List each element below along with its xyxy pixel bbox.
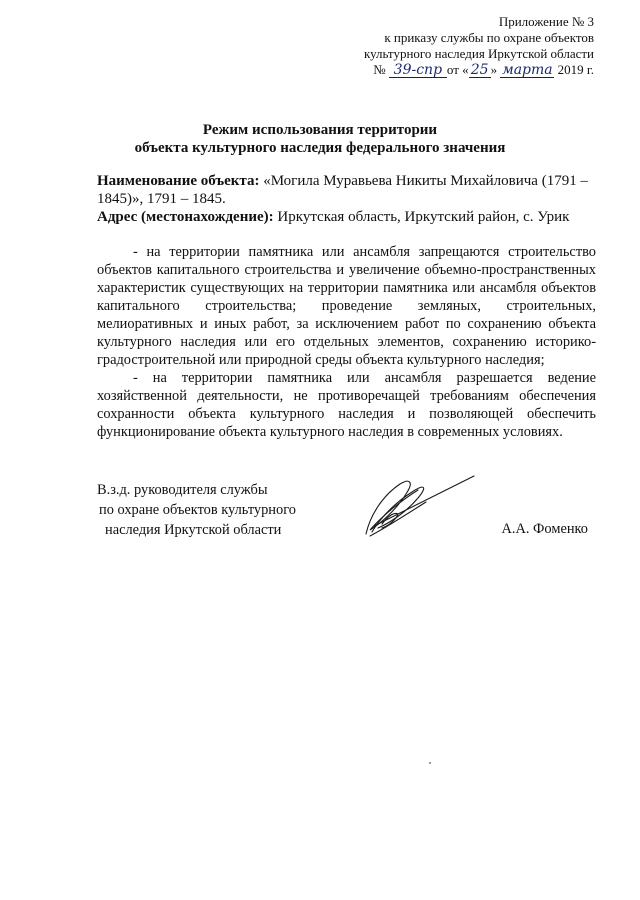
title-line-1: Режим использования территории xyxy=(202,122,438,138)
title-line-2: объекта культурного наследия федерального значения xyxy=(134,140,506,156)
handwritten-signature xyxy=(352,466,482,546)
position-line-1: В.з.д. руководителя службы xyxy=(97,482,268,498)
object-name-label: Наименование объекта: xyxy=(97,173,260,189)
order-year: 2019 г. xyxy=(557,62,594,77)
object-name-value: «Могила Муравьева Никиты Михайловича (1791 – 1845)», 1791 – 1845. xyxy=(97,173,588,207)
scan-speck xyxy=(429,762,431,764)
handwritten-month: марта xyxy=(502,62,553,78)
signatory-name: А.А. Фоменко xyxy=(501,521,588,537)
position-line-3: наследия Иркутской области xyxy=(105,522,282,538)
position-line-2: по охране объектов культурного xyxy=(99,502,296,518)
attachment-agency: культурного наследия Иркутской области xyxy=(363,46,594,61)
object-name-row xyxy=(97,172,597,208)
permissions-paragraph: - на территории памятника или ансамбля разрешается ведение хозяйственной деятельности, не противоречащей требованиям обеспечения сохранности объекта культурного наследия и позволяющей обеспечить функционирование объекта культурного наследия в современных условиях. xyxy=(97,370,596,440)
object-address-value: Иркутская область, Иркутский район, с. Урик xyxy=(277,209,570,225)
regime-text xyxy=(97,243,596,441)
prohibitions-paragraph: - на территории памятника или ансамбля запрещаются строительство объектов капитального строительства и увеличение объемно-пространственных характеристик существующих на территории памятника или ансамбля объектов капитального строительства; проведение земляных, строительных, мелиоративных и иных работ, за исключением работ по сохранению объекта культурного наследия или его отдельных элементов, сохранению историко-градостроительной или природной среды объекта культурного наследия; xyxy=(97,244,596,368)
handwritten-day: 25 xyxy=(469,63,491,78)
object-address-row xyxy=(97,208,597,226)
document-title xyxy=(0,121,640,157)
day-close: » xyxy=(490,62,498,77)
attachment-number: Приложение № 3 xyxy=(498,14,594,29)
handwritten-order-number: 39-спр xyxy=(389,63,447,78)
number-prefix: № xyxy=(373,62,386,77)
attachment-header xyxy=(364,14,594,78)
signatory-position xyxy=(97,480,296,540)
date-from: от « xyxy=(446,62,469,77)
object-address-label: Адрес (местонахождение): xyxy=(97,209,274,225)
attachment-order-ref: к приказу службы по охране объектов xyxy=(384,30,594,45)
order-number-date xyxy=(364,62,594,78)
object-info xyxy=(97,172,597,226)
